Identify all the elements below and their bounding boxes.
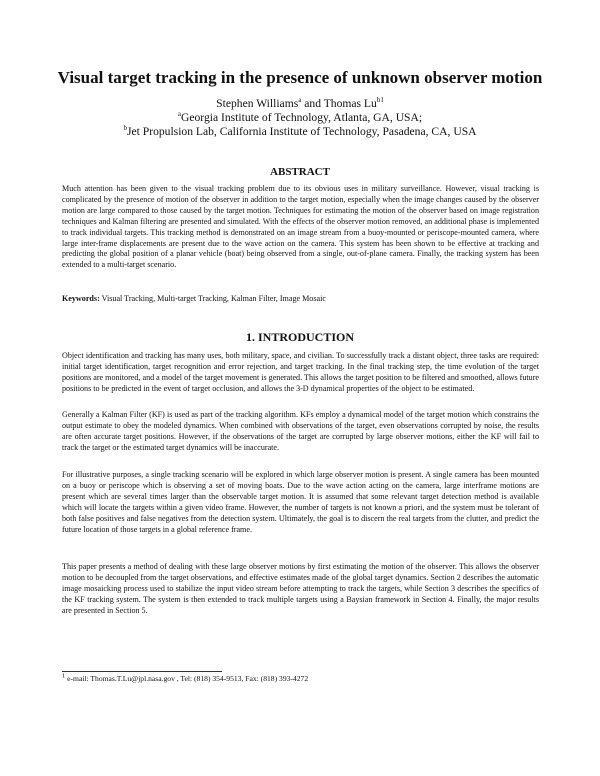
footnote	[62, 674, 539, 684]
affiliation-mark: b	[123, 124, 127, 133]
abstract-text: Much attention has been given to the visual tracking problem due to its obvious uses in military surveillance. However, visual tracking is complicated by the presence of motion of the observer in addition to the target motion, especially when the image changes caused by the observer motion are large compared to those caused by the target motion. Techniques for estimating the motion of the observer based on image registration techniques and Kalman filtering are presented and simulated. With the effects of the observer motion removed, an additional phase is implemented to track individual targets. This tracking method is demonstrated on an image stream from a buoy-mounted or periscope-mounted camera, where large inter-frame displacements are present due to the wave action on the camera. This system has been shown to be effective at tracking and predicting the global position of a planar vehicle (boat) being observed from a single, out-of-plane camera. Finally, the tracking system has been extended to a multi-target scenario.	[62, 184, 539, 270]
body-paragraph: This paper presents a method of dealing with these large observer motions by first estimating the motion of the observer. This allows the observer motion to be decoupled from the target observations, and effective estimates made of the global target dynamics. Section 2 describes the automatic image mosaicking process used to stabilize the input video stream before attempting to track the targets, while Section 3 describes the specifics of the KF tracking system. The system is then extended to track multiple targets using a Baysian framework in Section 4. Finally, the major results are presented in Section 5.	[62, 562, 539, 615]
affiliation-mark: a	[177, 110, 181, 119]
body-paragraph: Object identification and tracking has many uses, both military, space, and civilian. To successfully track a distant object, three tasks are required: initial target identification, target recognition and error rejection, and target tracking. In the final tracking step, the time evolution of the target positions are monitored, and a model of the target movement is generated. This allows the target position to be filtered and smoothed, allows future positions to be predicted in the event of target occlusion, and allows the 3-D dynamical properties of the object to be estimated.	[62, 351, 539, 393]
affiliation-text: Jet Propulsion Lab, California Institute of Technology, Pasadena, CA, USA	[126, 125, 477, 138]
paper-title: Visual target tracking in the presence of unknown observer motion	[57, 68, 543, 87]
footnote-text: e-mail: Thomas.T.Lu@jpl.nasa.gov , Tel: (818) 354-9513, Fax: (818) 393-4272	[65, 674, 309, 683]
affiliation-line	[40, 111, 560, 125]
footnote-mark: 1	[62, 672, 66, 680]
author-affiliation-mark: b1	[376, 96, 384, 105]
body-paragraph: For illustrative purposes, a single tracking scenario will be explored in which large observer motion is present. A single camera has been mounted on a buoy or periscope which is observing a set of moving boats. Due to the wave action acting on the camera, large interframe motions are present which are several times larger than the observable target motion. It is assumed that some relevant target detection method is available which will locate the targets within a given video frame. However, the number of targets is not known a priori, and the system must be tolerant of both false positives and false negatives from the detection system. Ultimately, the goal is to discern the real targets from the clutter, and predict the future location of those targets in a global reference frame.	[62, 470, 539, 534]
abstract-heading: ABSTRACT	[270, 166, 330, 178]
author-affiliation-mark: a	[298, 96, 302, 105]
author-name: Thomas Lu	[323, 97, 377, 110]
affiliation-text: Georgia Institute of Technology, Atlanta, GA, USA;	[180, 111, 423, 124]
footnote-divider	[62, 671, 222, 672]
author-block	[40, 97, 560, 139]
author-name: Stephen Williams	[216, 97, 299, 110]
affiliation-line	[40, 125, 560, 139]
keywords-line	[62, 294, 539, 305]
keywords-label: Keywords:	[62, 294, 100, 303]
keywords-text: Visual Tracking, Multi-target Tracking, Kalman Filter, Image Mosaic	[99, 294, 326, 303]
body-paragraph: Generally a Kalman Filter (KF) is used as part of the tracking algorithm. KFs employ a dynamical model of the target motion which constrains the output estimate to obey the modeled dynamics. When combined with observations of the target, even observations corrupted by noise, the results are often accurate target positions. However, if the observations of the target are corrupted by large observer motions, either the KF will fail to track the target or the estimated target dynamics will be inaccurate.	[62, 410, 539, 452]
section-heading-introduction: 1. INTRODUCTION	[245, 330, 354, 344]
author-conjunction: and	[301, 97, 324, 110]
